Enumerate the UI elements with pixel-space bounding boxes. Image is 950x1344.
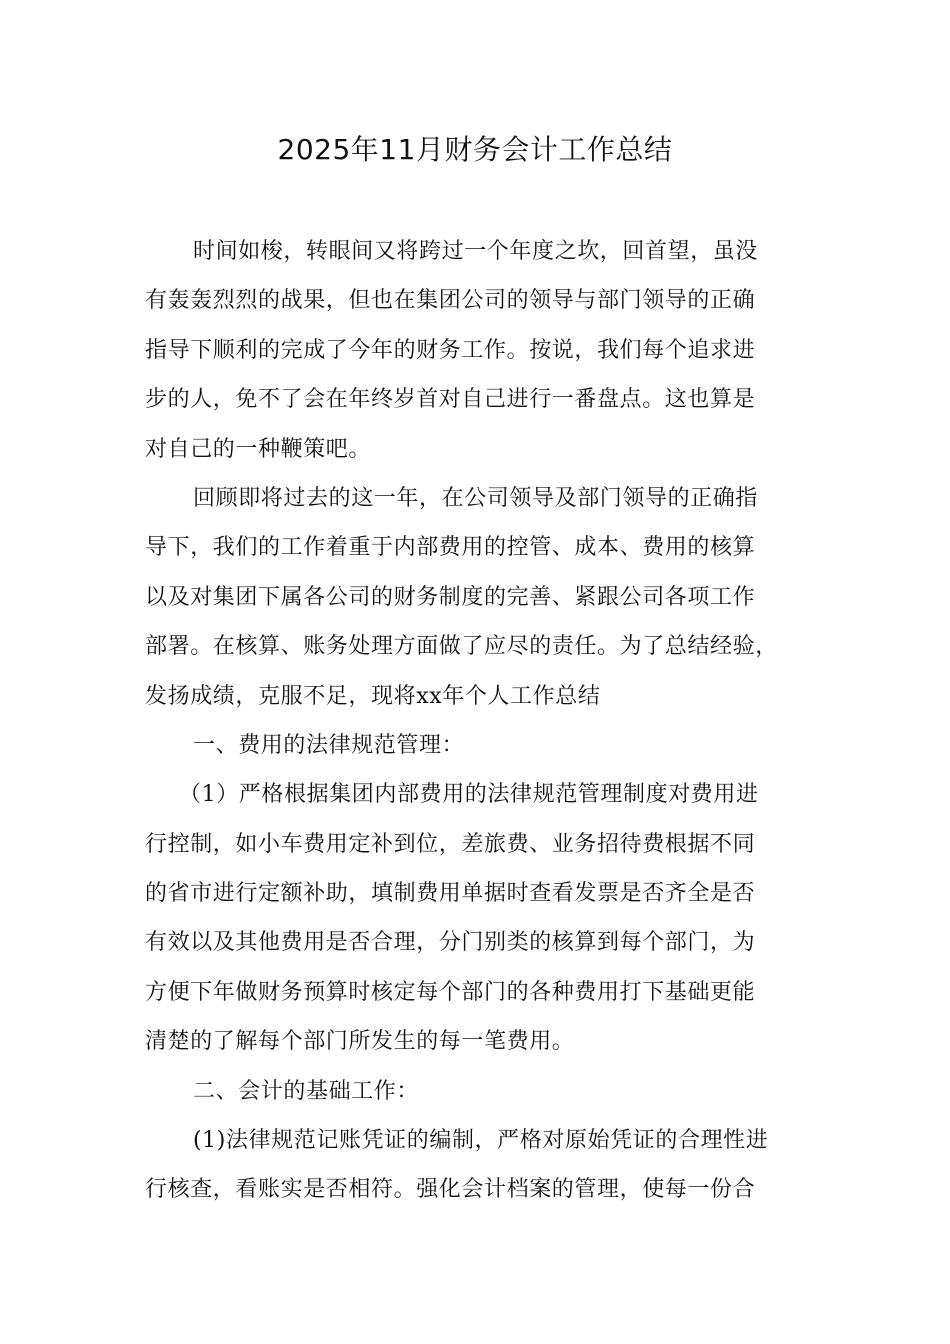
paragraph-line: 行核查，看账实是否相符。强化会计档案的管理，使每一份合 bbox=[145, 1177, 756, 1203]
paragraph-line: 时间如梭，转眼间又将跨过一个年度之坎，回首望，虽没 bbox=[193, 239, 759, 264]
paragraph-line: 有效以及其他费用是否合理，分门别类的核算到每个部门，为 bbox=[145, 930, 756, 956]
paragraph-line: 以及对集团下属各公司的财务制度的完善、紧跟公司各项工作 bbox=[145, 584, 756, 610]
paragraph-line: 部署。在核算、账务处理方面做了应尽的责任。为了总结经验， bbox=[145, 634, 778, 660]
paragraph-line: 清楚的了解每个部门所发生的每一笔费用。 bbox=[145, 1029, 575, 1055]
document-title: 2025年11月财务会计工作总结 bbox=[277, 133, 673, 166]
paragraph-line: 对自己的一种鞭策吧。 bbox=[145, 436, 372, 462]
paragraph-line: 步的人，免不了会在年终岁首对自己进行一番盘点。这也算是 bbox=[145, 387, 756, 413]
paragraph-line: 发扬成绩，克服不足，现将xx年个人工作总结 bbox=[145, 683, 601, 709]
paragraph-line: 指导下顺利的完成了今年的财务工作。按说，我们每个追求进 bbox=[145, 337, 756, 363]
paragraph-line: 回顾即将过去的这一年，在公司领导及部门领导的正确指 bbox=[193, 485, 759, 511]
paragraph-line: 行控制，如小车费用定补到位，差旅费、业务招待费根据不同 bbox=[145, 831, 756, 857]
paragraph-line: 有轰轰烈烈的战果，但也在集团公司的领导与部门领导的正确 bbox=[145, 288, 756, 314]
paragraph-line: (1)法律规范记账凭证的编制，严格对原始凭证的合理性进 bbox=[193, 1128, 769, 1154]
section-heading: 一、费用的法律规范管理： bbox=[193, 732, 465, 758]
paragraph-line: 导下，我们的工作着重于内部费用的控管、成本、费用的核算 bbox=[145, 535, 756, 561]
paragraph-line: 的省市进行定额补助，填制费用单据时查看发票是否齐全是否 bbox=[145, 881, 756, 907]
document-body bbox=[145, 227, 810, 1215]
section-heading: 二、会计的基础工作： bbox=[193, 1078, 420, 1104]
paragraph-line: （1）严格根据集团内部费用的法律规范管理制度对费用进 bbox=[179, 782, 759, 808]
paragraph-line: 方便下年做财务预算时核定每个部门的各种费用打下基础更能 bbox=[145, 979, 756, 1005]
